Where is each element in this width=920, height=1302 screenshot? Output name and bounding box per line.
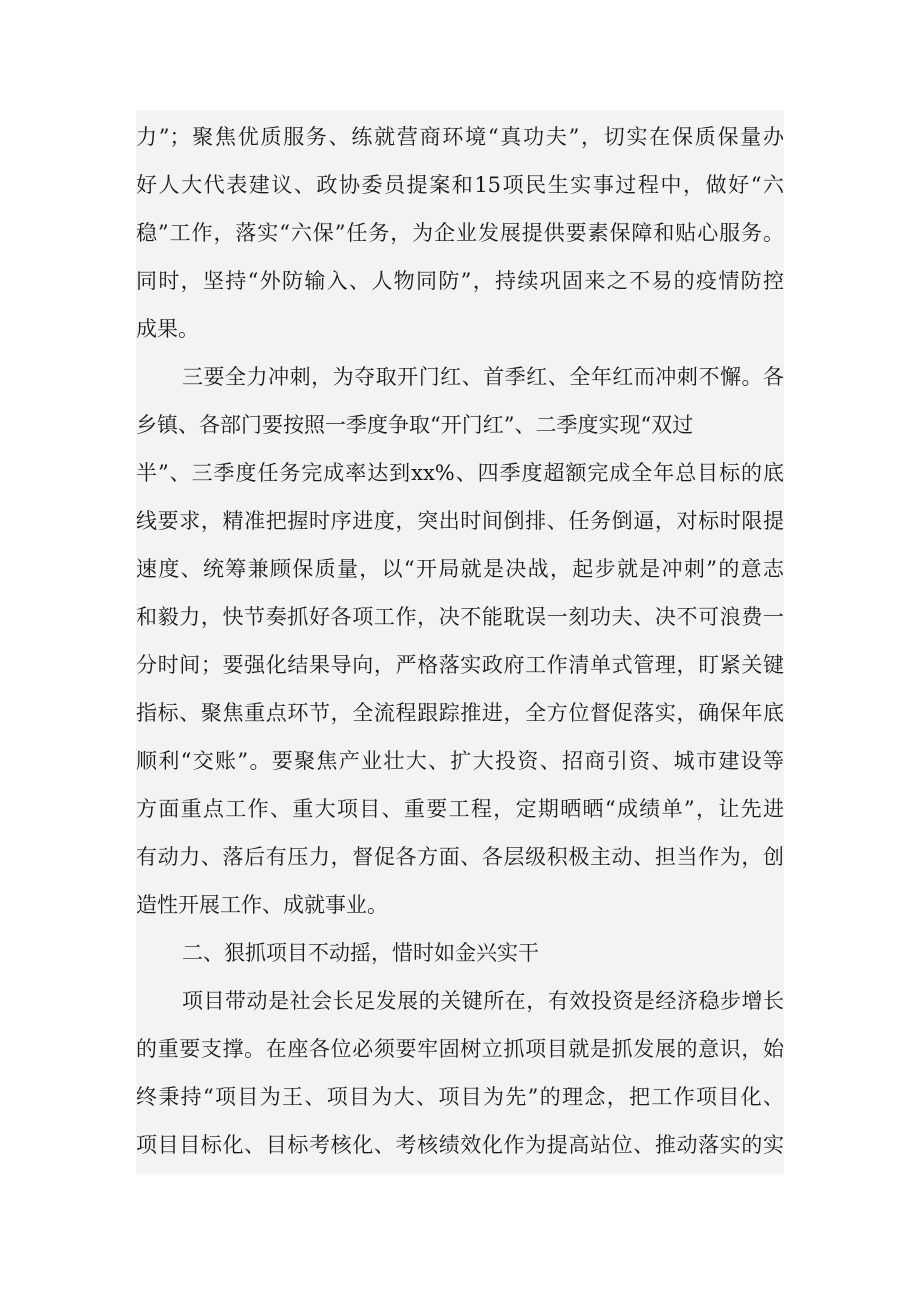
- paragraph-line: 速度、统筹兼顾保质量，以“开局就是决战，起步就是冲刺”的意志: [136, 557, 784, 581]
- paragraph-line: 方面重点工作、重大项目、重要工程，定期晒晒“成绩单”，让先进: [136, 797, 784, 821]
- paragraph-line: 和毅力，快节奏抓好各项工作，决不能耽误一刻功夫、决不可浪费一: [136, 605, 784, 629]
- paragraph-line: 好人大代表建议、政协委员提案和15项民生实事过程中，做好“六: [136, 173, 784, 197]
- paragraph-line: 终秉持“项目为王、项目为大、项目为先”的理念，把工作项目化、: [136, 1085, 784, 1109]
- paragraph-line: 项目目标化、目标考核化、考核绩效化作为提高站位、推动落实的实: [136, 1133, 784, 1157]
- paragraph-line: 力”；聚焦优质服务、练就营商环境“真功夫”，切实在保质保量办: [136, 125, 784, 149]
- paragraph-line: 有动力、落后有压力，督促各方面、各层级积极主动、担当作为，创: [136, 845, 784, 869]
- paragraph-line: 半”、三季度任务完成率达到xx%、四季度超额完成全年总目标的底: [136, 461, 784, 485]
- paragraph-line: 指标、聚焦重点环节，全流程跟踪推进，全方位督促落实，确保年底: [136, 701, 784, 725]
- paragraph-line: 的重要支撑。在座各位必须要牢固树立抓项目就是抓发展的意识，始: [136, 1037, 784, 1061]
- paragraph-line: 顺利“交账”。要聚焦产业壮大、扩大投资、招商引资、城市建设等: [136, 749, 784, 773]
- paragraph-line: 乡镇、各部门要按照一季度争取“开门红”、二季度实现“双过: [136, 413, 694, 437]
- paragraph-line: 线要求，精准把握时序进度，突出时间倒排、任务倒逼，对标时限提: [136, 509, 784, 533]
- paragraph-line: 项目带动是社会长足发展的关键所在，有效投资是经济稳步增长: [182, 989, 784, 1013]
- paragraph-line: 稳”工作，落实“六保”任务，为企业发展提供要素保障和贴心服务。: [136, 221, 784, 245]
- paragraph-line: 造性开展工作、成就事业。: [136, 893, 388, 917]
- paragraph-line: 分时间；要强化结果导向，严格落实政府工作清单式管理，盯紧关键: [136, 653, 784, 677]
- paragraph-line: 同时，坚持“外防输入、人物同防”，持续巩固来之不易的疫情防控: [136, 269, 784, 293]
- paragraph-line: 成果。: [136, 317, 199, 341]
- section-heading: 二、狠抓项目不动摇，惜时如金兴实干: [182, 941, 539, 965]
- paragraph-line: 三要全力冲刺，为夺取开门红、首季红、全年红而冲刺不懈。各: [182, 365, 784, 389]
